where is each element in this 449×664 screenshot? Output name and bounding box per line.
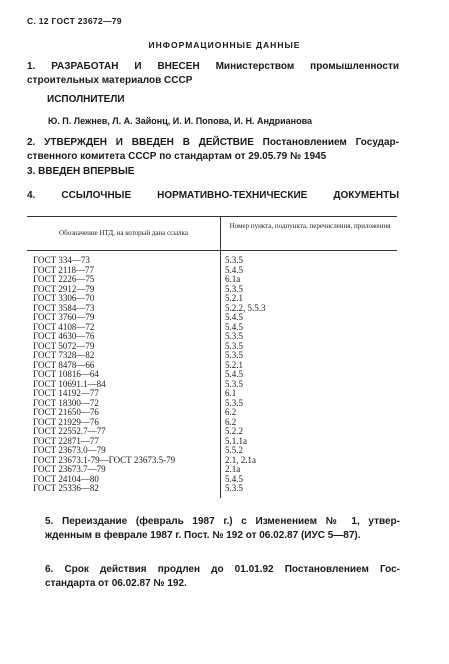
table-cell-ref: 5.2.1 (225, 359, 243, 370)
table-cell-doc: ГОСТ 10816—64 (33, 369, 99, 379)
table-cell-ref: 5.4.5 (225, 264, 243, 275)
section-1-line-2: строительных материалов СССР (27, 75, 193, 86)
executors-names: Ю. П. Лежнев, Л. А. Зайонц, И. И. Попова, И. Н. Андрианова (48, 116, 313, 126)
table-cell-ref: 5.2.2 (225, 426, 243, 436)
table-cell-doc: ГОСТ 7328—82 (33, 350, 95, 360)
table-cell-ref: 5.4.5 (225, 369, 243, 379)
table-cell-doc: ГОСТ 18300—72 (33, 397, 99, 408)
section-1 (27, 60, 399, 88)
section-2-line-2: ственного комитета СССР по стандартам от 29.05.79 № 1945 (27, 151, 327, 162)
table-cell-doc: ГОСТ 3306—70 (33, 293, 95, 303)
table-cell-doc: ГОСТ 25336—82 (33, 483, 99, 493)
table-cell-ref: 5.2.1 (225, 293, 243, 303)
table-doc-column (33, 256, 175, 494)
table-cell-ref: 5.3.5 (225, 331, 243, 341)
table-cell-ref: 6.1а (225, 274, 241, 284)
section-5 (45, 515, 400, 543)
table-cell-ref: 5.3.5 (225, 378, 243, 389)
section-4: 4. ССЫЛОЧНЫЕ НОРМАТИВНО-ТЕХНИЧЕСКИЕ ДОКУМЕНТЫ (27, 190, 399, 201)
table-cell-ref: 6.2 (225, 407, 237, 417)
table-cell-ref: 6.2 (225, 416, 237, 427)
table-cell-doc: ГОСТ 24104—80 (33, 473, 99, 484)
table-ref-column (225, 256, 266, 494)
table-cell-doc: ГОСТ 10691.1—84 (33, 378, 106, 389)
table-cell-doc: ГОСТ 5072—79 (33, 340, 95, 351)
table-cell-ref: 2.1а (225, 464, 241, 474)
table-cell-ref: 5.3.5 (225, 350, 243, 360)
page-title: ИНФОРМАЦИОННЫЕ ДАННЫЕ (148, 40, 301, 50)
section-6 (45, 563, 400, 591)
section-1-label: 1. РАЗРАБОТАН И ВНЕСЕН (27, 61, 200, 72)
page-header: С. 12 ГОСТ 23672—79 (27, 16, 122, 26)
table-cell-doc: ГОСТ 21650—76 (33, 407, 99, 417)
table-header-rule (27, 250, 397, 251)
table-cell-ref: 5.4.5 (225, 312, 243, 322)
table-cell-ref: 5.4.5 (225, 321, 243, 332)
references-table (27, 216, 397, 498)
section-1-ministry: Министерством промышленности (215, 61, 399, 72)
table-column-divider (220, 216, 221, 498)
section-6-line-2: стандарта от 06.02.87 № 192. (45, 578, 187, 589)
table-cell-doc: ГОСТ 2226—75 (33, 274, 95, 284)
table-cell-doc: ГОСТ 2118—77 (33, 264, 95, 275)
table-cell-doc: ГОСТ 3760—79 (33, 312, 95, 322)
table-cell-doc: ГОСТ 8478—66 (33, 359, 95, 370)
table-top-rule (27, 216, 397, 217)
section-1-line-1 (27, 60, 399, 74)
section-5-line-2: жденным в феврале 1987 г. Пост. № 192 от 06.02.87 (ИУС 5—87). (45, 530, 361, 541)
table-header-ref: Номер пункта, подпункта, перечисления, приложения (229, 222, 391, 230)
table-cell-ref: 5.5.2 (225, 445, 243, 455)
table-cell-doc: ГОСТ 23673.0—79 (33, 445, 106, 455)
section-6-line-1: 6. Срок действия продлен до 01.01.92 Постановлением Гос- (45, 564, 400, 575)
table-cell-ref: 5.1.1а (225, 435, 247, 446)
table-cell-doc: ГОСТ 3584—73 (33, 302, 95, 313)
section-2 (27, 136, 399, 164)
table-header-doc: Обозначение НТД, на который дана ссылка (59, 229, 188, 237)
section-3: 3. ВВЕДЕН ВПЕРВЫЕ (27, 166, 135, 177)
table-cell-doc: ГОСТ 14192—77 (33, 388, 99, 398)
table-cell-ref: 5.2.2, 5.5.3 (225, 302, 266, 313)
table-cell-doc: ГОСТ 2912—79 (33, 283, 95, 294)
section-2-decree: Постановлением Государ- (262, 137, 399, 148)
table-cell-ref: 5.3.5 (225, 483, 243, 493)
section-2-line-1 (27, 136, 399, 150)
table-cell-ref: 2.1, 2.1а (225, 454, 256, 465)
executors-heading: ИСПОЛНИТЕЛИ (47, 94, 125, 105)
table-cell-doc: ГОСТ 23673.1-79—ГОСТ 23673.5-79 (33, 454, 176, 465)
table-cell-doc: ГОСТ 22871—77 (33, 435, 99, 446)
table-cell-doc: ГОСТ 23673.7—79 (33, 464, 106, 474)
table-cell-doc: ГОСТ 4108—72 (33, 321, 95, 332)
table-cell-doc: ГОСТ 4630—76 (33, 331, 95, 341)
table-cell-doc: ГОСТ 22552.7—77 (33, 426, 106, 436)
table-cell-ref: 5.3.5 (225, 283, 243, 294)
table-cell-doc: ГОСТ 21929—76 (33, 416, 99, 427)
table-cell-ref: 5.3.5 (225, 255, 243, 265)
table-cell-ref: 5.4.5 (225, 473, 243, 484)
section-5-line-1: 5. Переиздание (февраль 1987 г.) с Изменением № 1, утвер- (45, 516, 400, 527)
table-cell-ref: 5.3.5 (225, 397, 243, 408)
section-2-label: 2. УТВЕРЖДЕН И ВВЕДЕН В ДЕЙСТВИЕ (27, 137, 254, 148)
table-cell-doc: ГОСТ 334—73 (33, 255, 90, 265)
table-cell-ref: 6.1 (225, 388, 237, 398)
table-cell-ref: 5.3.5 (225, 340, 243, 351)
